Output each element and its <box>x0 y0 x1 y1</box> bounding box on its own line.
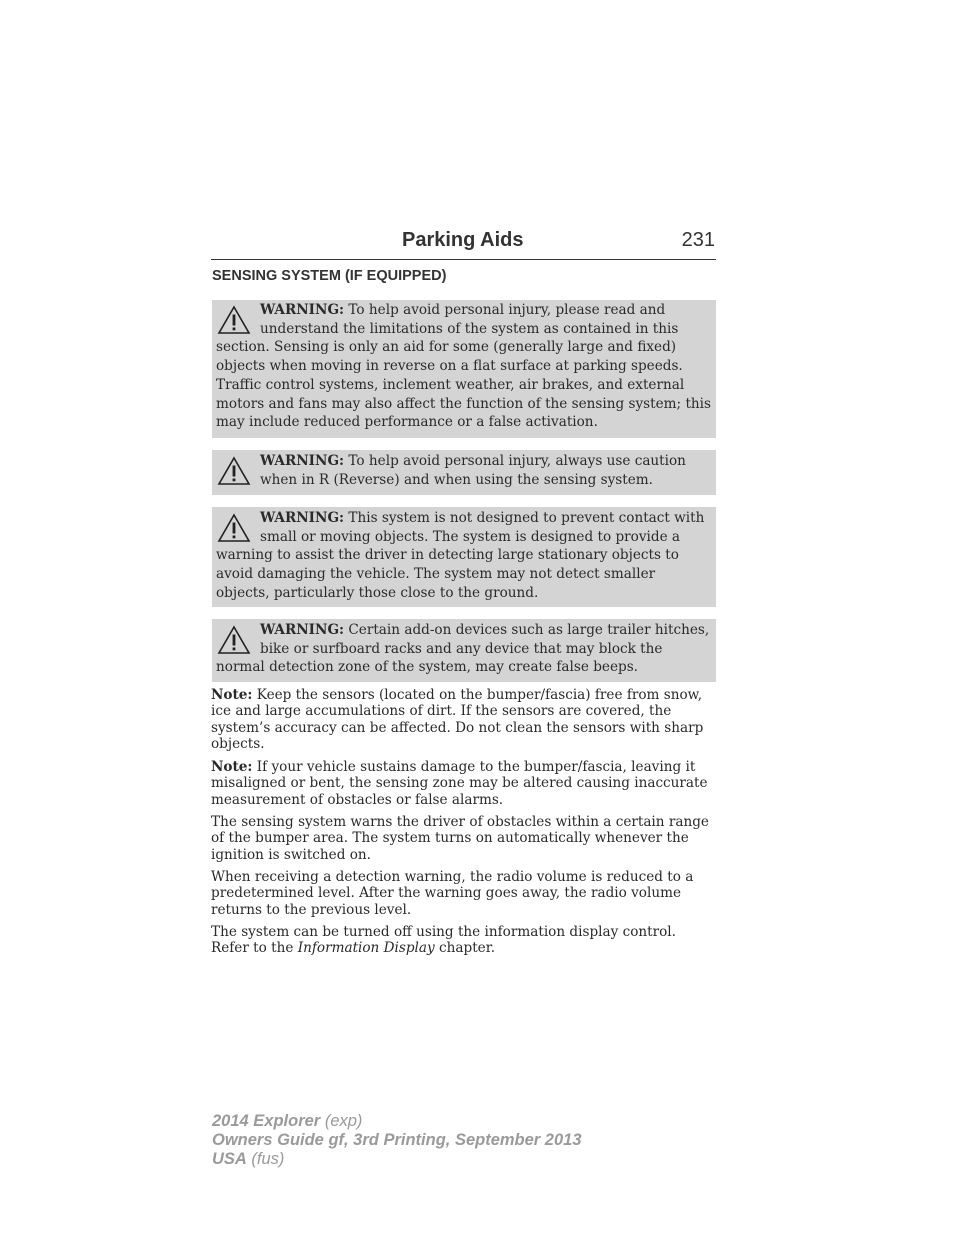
warning-box-2 <box>212 450 716 495</box>
footer-line-1 <box>212 1112 582 1131</box>
warning-text: To help avoid personal injury, please read and understand the limitations of the system as contained in this section. Sensing is only an aid for some (generally large and fixed) objects when moving in reverse on a flat surface at parking speeds. Traffic control systems, inclement weather, air brakes, and external motors and fans may also affect the function of the sensing system; this may include reduced performance or a false activation. <box>216 302 711 431</box>
warning-label: WARNING: <box>260 622 345 638</box>
note-sensors-clean <box>211 687 716 753</box>
warning-triangle-icon <box>217 456 251 486</box>
chapter-reference: Information Display <box>297 940 435 957</box>
page-header <box>211 229 716 260</box>
note-label: Note: <box>211 759 253 775</box>
note-label: Note: <box>211 687 253 703</box>
note-text: If your vehicle sustains damage to the bumper/fascia, leaving it misaligned or bent, the sensing zone may be altered causing inaccurate measurement of obstacles or false alarms. <box>211 759 708 808</box>
note-bumper-damage <box>211 759 716 808</box>
footer-line-2: Owners Guide gf, 3rd Printing, September 2013 <box>212 1131 582 1149</box>
warning-triangle-icon <box>217 305 251 335</box>
footer-model: 2014 Explorer <box>212 1112 321 1130</box>
warning-triangle-icon <box>217 513 251 543</box>
warning-box-4 <box>212 619 716 682</box>
warning-box-3 <box>212 507 716 607</box>
paragraph-radio-volume: When receiving a detection warning, the radio volume is reduced to a predetermined level. After the warning goes away, the radio volume returns to the previous level. <box>211 869 694 918</box>
section-title: SENSING SYSTEM (IF EQUIPPED) <box>212 268 447 284</box>
warning-box-1 <box>212 300 716 438</box>
warning-label: WARNING: <box>260 510 345 526</box>
note-text: Keep the sensors (located on the bumper/fascia) free from snow, ice and large accumulations of dirt. If the sensors are covered, the system’s accuracy can be affected. Do not clean the sensors with sharp objects. <box>211 687 704 753</box>
footer-model-code: (exp) <box>320 1112 363 1130</box>
warning-text: Certain add-on devices such as large trailer hitches, bike or surfboard racks and any device that may block the normal detection zone of the system, may create false beeps. <box>216 622 710 676</box>
warning-label: WARNING: <box>260 302 345 318</box>
chapter-title: Parking Aids <box>402 229 524 251</box>
page-footer <box>212 1112 582 1169</box>
footer-market: USA <box>212 1150 247 1168</box>
warning-triangle-icon <box>217 625 251 655</box>
warning-text: This system is not designed to prevent contact with small or moving objects. The system is designed to provide a warning to assist the driver in detecting large stationary objects to avoid damaging the vehicle. The system may not detect smaller objects, particularly those close to the ground. <box>216 510 705 601</box>
footer-market-code: (fus) <box>246 1150 285 1168</box>
paragraph-turn-off <box>211 924 716 957</box>
page-number: 231 <box>681 229 715 251</box>
paragraph-text-end: chapter. <box>434 940 496 957</box>
footer-line-3 <box>212 1150 582 1169</box>
paragraph-text: The system can be turned off using the information display control. Refer to the <box>211 924 676 957</box>
paragraph-sensing-warns: The sensing system warns the driver of obstacles within a certain range of the bumper area. The system turns on automatically whenever the ignition is switched on. <box>211 814 709 863</box>
warning-label: WARNING: <box>260 453 345 469</box>
warning-text: To help avoid personal injury, always use caution when in R (Reverse) and when using the sensing system. <box>260 453 686 488</box>
